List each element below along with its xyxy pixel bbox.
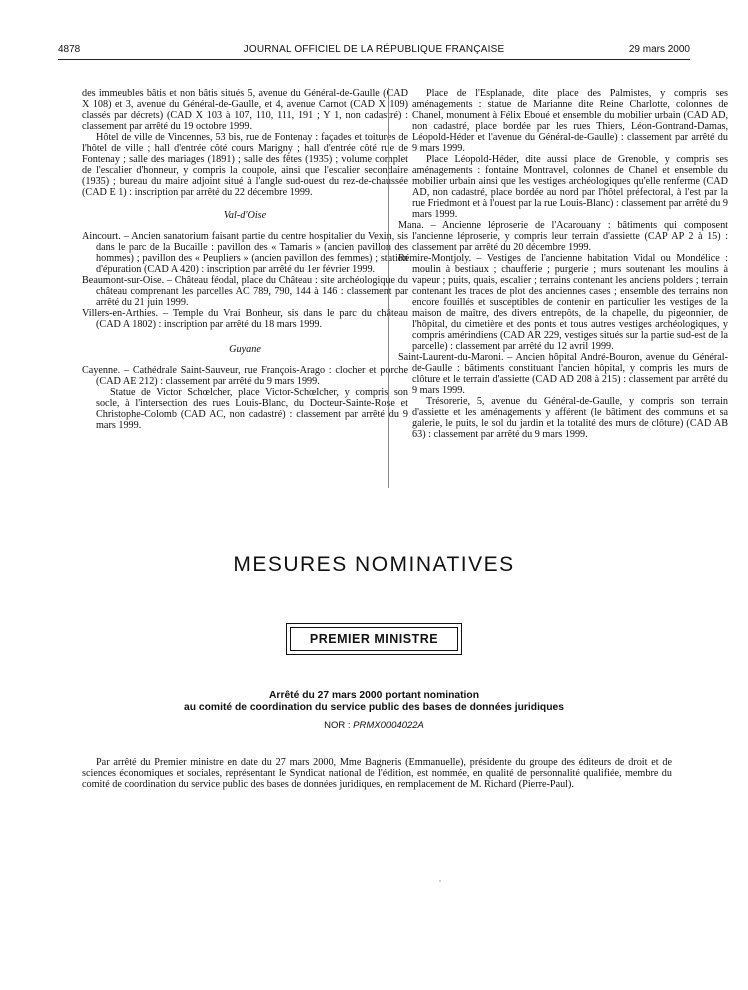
entry-mana: Mana. – Ancienne léproserie de l'Acarouany : bâtiments qui composent l'ancienne léproserie, y compris leur terrain d'assiette (CAP AP 2 à 15) : classement par arrêté du 20 décembre 1999.	[398, 220, 728, 253]
arrete-title	[0, 690, 748, 713]
paragraph-tresorerie: Trésorerie, 5, avenue du Général-de-Gaulle, y compris son terrain d'assiette et les aménagements y afférent (le bâtiment des communs et sa galerie, le puits, le sol du jardin et la totalité des murs de clôture) (CAD AB 63) : classement par arrêté du 9 mars 1999.	[412, 396, 728, 440]
scan-speck	[439, 880, 441, 882]
subheading-guyane: Guyane	[229, 344, 261, 355]
paragraph-leopold-heder: Place Léopold-Héder, dite aussi place de Grenoble, y compris ses aménagements : fontaine Montravel, colonnes de Chanel et ensemble du mobilier urbain ainsi que les vestiges archéologiques qu'elle renferme (CAD AD, non cadastré, place bordée au nord par l'hôtel préfectoral, à l'est par la rue Friedmont et à l'ouest par la rue Louis-Blanc) : classement par arrêté du 9 mars 1999.	[412, 154, 728, 220]
paragraph-vincennes: Hôtel de ville de Vincennes, 53 bis, rue de Fontenay : façades et toitures de l'hôtel de ville ; hall d'entrée côté cours Marigny ; hall d'entrée côté rue de Fontenay ; salle des mariages (1891) ; salle des fêtes (1935) ; volume complet de l'escalier d'honneur, y compris la coupole, ainsi que l'escalier secondaire (1935) ; bureau du maire adjoint situé à l'angle sud-ouest du rez-de-chaussée (CAD E 1) : inscription par arrêté du 22 décembre 1999.	[82, 132, 408, 198]
paragraph-continued: des immeubles bâtis et non bâtis situés 5, avenue du Général-de-Gaulle (CAD X 108) et 3, avenue du Général-de-Gaulle, et 4, avenue Carnot (CAD X 109) classés par décrets) (CAD X 103 à 107, 110, 111, 191 ; Y 1, non cadastré) : classement par arrêté du 19 octobre 1999.	[82, 88, 408, 132]
subheading-val-d-oise: Val-d'Oise	[223, 210, 267, 221]
nor-label: NOR :	[324, 720, 351, 731]
entry-saint-laurent: Saint-Laurent-du-Maroni. – Ancien hôpital André-Bouron, avenue du Général-de-Gaulle : bâtiments constituant l'ancien hôpital, y compris les murs de clôture et le terrain d'assiette (CAD AD 208 à 215) : classement par arrêté du 9 mars 1999.	[398, 352, 728, 396]
page-header	[58, 44, 690, 58]
ministry-box	[286, 623, 462, 655]
entry-cayenne: Cayenne. – Cathédrale Saint-Sauveur, rue François-Arago : clocher et porche (CAD AE 212) : classement par arrêté du 9 mars 1999.	[82, 365, 408, 387]
arrete-title-line1: Arrêté du 27 mars 2000 portant nomination	[269, 690, 479, 701]
paragraph-statue-schoelcher: Statue de Victor Schœlcher, place Victor-Schœlcher, y compris son socle, à l'intersection des rues Louis-Blanc, du Docteur-Sainte-Rose et Christophe-Colomb (CAD AC, non cadastré) : classement par arrêté du 9 mars 1999.	[96, 387, 408, 431]
section-title: MESURES NOMINATIVES	[233, 553, 515, 576]
entry-aincourt: Aincourt. – Ancien sanatorium faisant partie du centre hospitalier du Vexin, sis dans le parc de la Bucaille : pavillon des « Tamaris » (ancien pavillon des hommes) ; pavillon des « Peupliers » (ancien pavillon des femmes) ; station d'épuration (CAD A 420) : inscription par arrêté du 1er février 1999.	[82, 231, 408, 275]
arrete-title-line2: au comité de coordination du service public des bases de données juridiques	[184, 701, 564, 713]
arrete-body: Par arrêté du Premier ministre en date du 27 mars 2000, Mme Bagneris (Emmanuelle), présidente du groupe des éditeurs de droit et de sciences économiques et sociales, représentant le Syndicat national de l'édition, est nommée, en qualité de personnalité qualifiée, membre du comité de coordination du service public des bases de données juridiques, en remplacement de M. Richard (Pierre-Paul).	[82, 757, 672, 791]
header-rule	[58, 59, 690, 60]
ministry-title: PREMIER MINISTRE	[290, 627, 458, 651]
left-column	[82, 88, 408, 431]
entry-remire-montjoly: Rémire-Montjoly. – Vestiges de l'ancienne habitation Vidal ou Mondélice : moulin à bestiaux ; chaufferie ; purgerie ; murs soutenant les moulins à vapeur ; puits, quais, escalier ; terrains contenant les anciens polders ; terrain contenant les traces de plot des anciennes cases ; ensemble des terrains non encore fouillés et susceptibles de contenir en particulier les vestiges de la maison de maître, des divers entrepôts, de la chapelle, du pigeonnier, de l'hôpital, du cimetière et des ponts et tous autres vestiges archéologiques, y compris amérindiens (CAD AR 229, vestiges situés sur la partie sud-est de la parcelle) : classement par arrêté du 12 avril 1999.	[398, 253, 728, 352]
journal-title: JOURNAL OFFICIEL DE LA RÉPUBLIQUE FRANÇAISE	[243, 44, 505, 55]
issue-date: 29 mars 2000	[628, 44, 690, 55]
right-column	[398, 88, 728, 440]
paragraph-esplanade: Place de l'Esplanade, dite place des Palmistes, y compris ses aménagements : statue de Marianne dite Reine Charlotte, colonnes de Chanel, monument à Félix Eboué et ensemble du mobilier urbain (CAD AD, non cadastré, place bordée par les rues Thiers, Léon-Gontrand-Damas, Léopold-Héder et l'avenue du Général-de-Gaulle) : classement par arrêté du 9 mars 1999.	[412, 88, 728, 154]
nor-code: PRMX0004022A	[353, 720, 424, 731]
page-number: 4878	[58, 44, 81, 55]
column-divider	[388, 88, 389, 488]
entry-villers: Villers-en-Arthies. – Temple du Vrai Bonheur, sis dans le parc du château (CAD A 1802) : inscription par arrêté du 18 mars 1999.	[82, 308, 408, 330]
nor-reference	[0, 720, 748, 731]
entry-beaumont: Beaumont-sur-Oise. – Château féodal, place du Château : site archéologique du château comprenant les parcelles AC 789, 790, 144 à 146 : classement par arrêté du 21 juin 1999.	[82, 275, 408, 308]
